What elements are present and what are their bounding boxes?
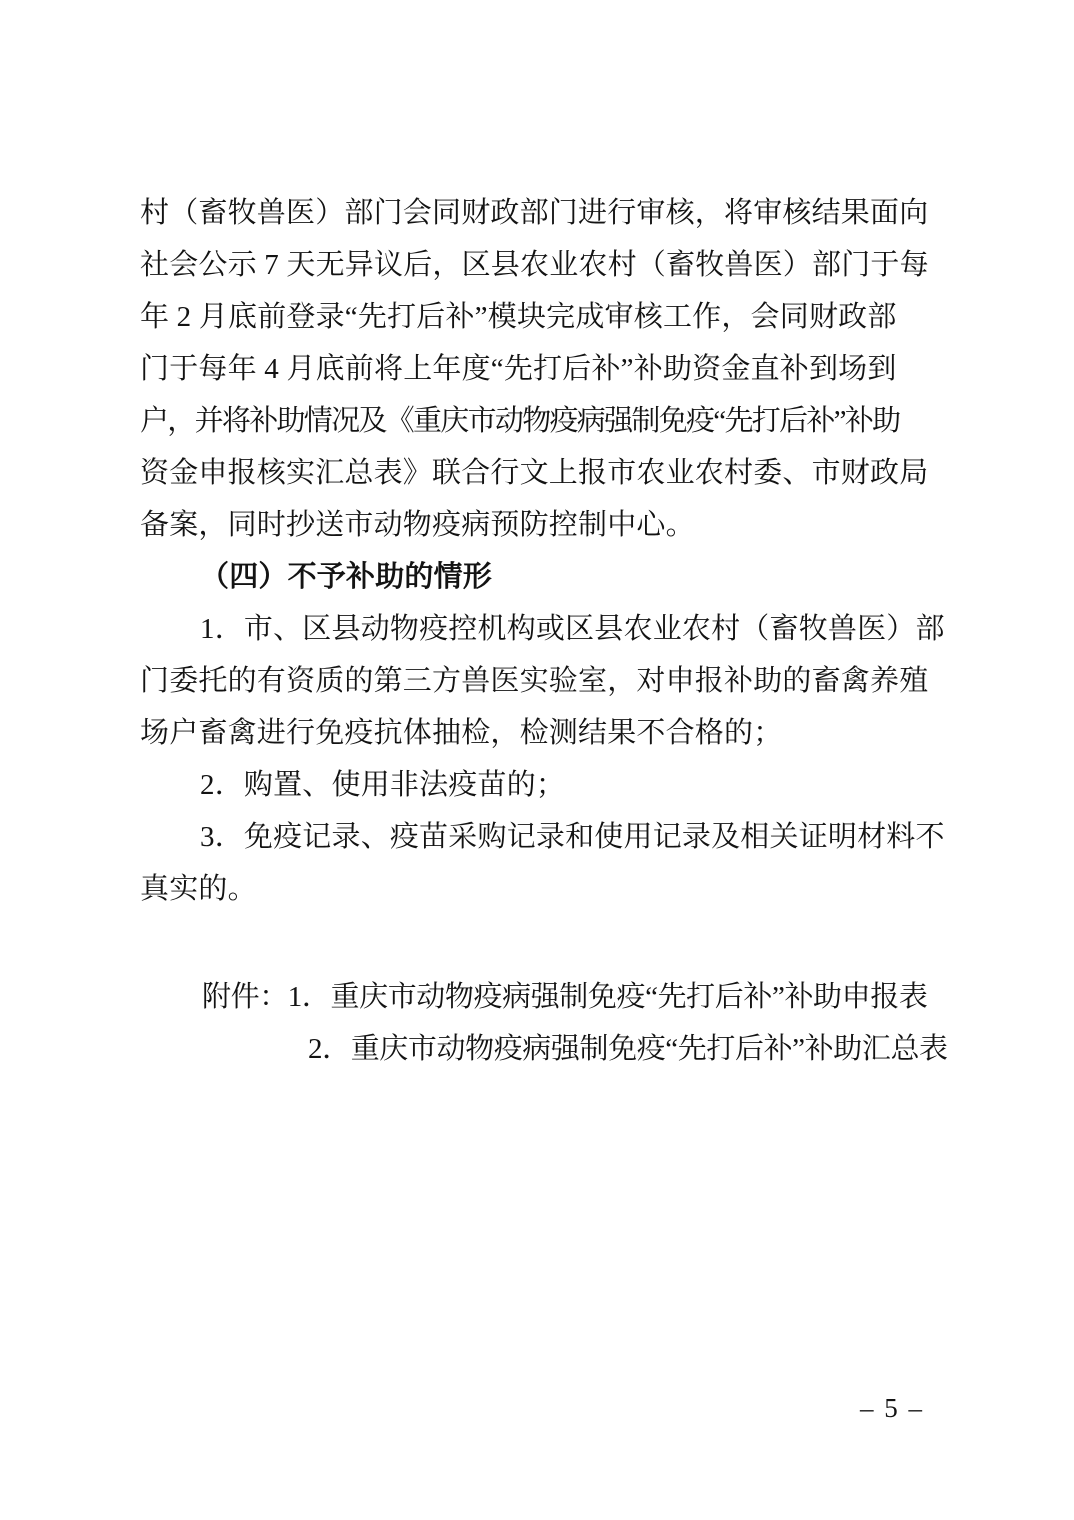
body-line: 社会公示 7 天无异议后，区县农业农村（畜牧兽医）部门于每 (140, 249, 929, 281)
body-line: 资金申报核实汇总表》联合行文上报市农业农村委、市财政局 (140, 457, 929, 489)
body-line: 户，并将补助情况及《重庆市动物疫病强制免疫“先打后补”补助 (140, 405, 900, 437)
list-item-3-line: 3．免疫记录、疫苗采购记录和使用记录及相关证明材料不 (200, 821, 945, 853)
attachment-item-1: 附件：1．重庆市动物疫病强制免疫“先打后补”补助申报表 (202, 981, 928, 1013)
attachments-block (140, 971, 948, 1075)
list-item-1-line: 门委托的有资质的第三方兽医实验室，对申报补助的畜禽养殖 (140, 665, 929, 697)
body-line: 备案，同时抄送市动物疫病预防控制中心。 (140, 509, 695, 541)
list-item-3-line: 真实的。 (140, 873, 257, 905)
attachment-item-2: 2．重庆市动物疫病强制免疫“先打后补”补助汇总表 (308, 1033, 948, 1065)
list-item-2: 2．购置、使用非法疫苗的； (200, 769, 566, 801)
body-line: 门于每年 4 月底前将上年度“先打后补”补助资金直补到场到 (140, 353, 897, 385)
section-heading: （四）不予补助的情形 (200, 561, 493, 593)
document-body (140, 187, 948, 1075)
list-item-1-line: 场户畜禽进行免疫抗体抽检，检测结果不合格的； (140, 717, 783, 749)
page-number: – 5 – (860, 1393, 924, 1423)
body-line: 年 2 月底前登录“先打后补”模块完成审核工作，会同财政部 (140, 301, 897, 333)
list-item-1-line: 1．市、区县动物疫控机构或区县农业农村（畜牧兽医）部 (200, 613, 945, 645)
body-line: 村（畜牧兽医）部门会同财政部门进行审核，将审核结果面向 (140, 197, 929, 229)
